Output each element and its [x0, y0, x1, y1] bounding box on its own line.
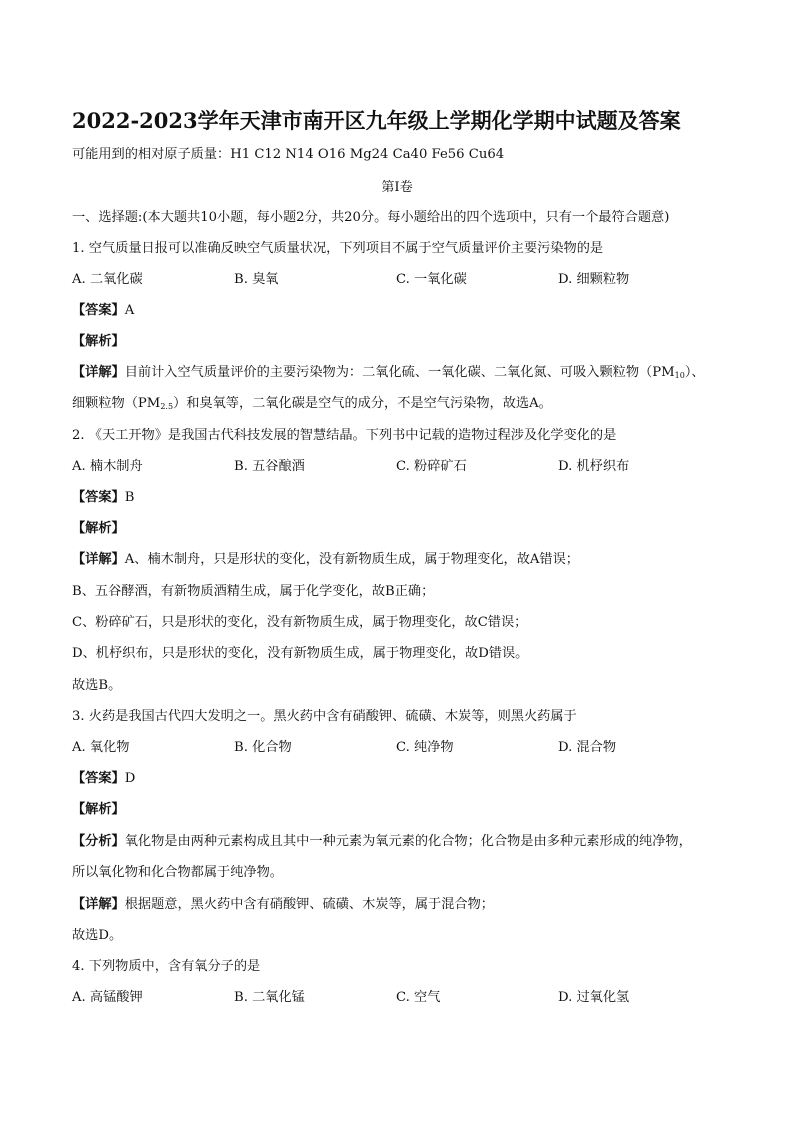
- q3-stem: 3. 火药是我国古代四大发明之一。黑火药中含有硝酸钾、硫磺、木炭等，则黑火药属于: [72, 709, 577, 724]
- document-title: 2022-2023学年天津市南开区九年级上学期化学期中试题及答案: [72, 108, 681, 133]
- atomic-mass-line: 可能用到的相对原子质量：H1 C12 N14 O16 Mg24 Ca40 Fe56 Cu64: [72, 147, 505, 162]
- q1-option-c: C. 一氧化碳: [396, 272, 467, 287]
- q2-detail-line-2: B、五谷酵酒，有新物质酒精生成，属于化学变化，故B正确；: [72, 584, 435, 599]
- pm10-subscript: 10: [674, 371, 685, 380]
- answer-tag: 【答案】: [72, 490, 125, 505]
- q3-analysis: [72, 803, 125, 816]
- q1-option-b: B. 臭氧: [234, 272, 279, 287]
- q3-fenxi-text-1: 氧化物是由两种元素构成且其中一种元素为氧元素的化合物；化合物是由多种元素形成的纯净物，: [124, 834, 692, 849]
- q3-conclusion: 故选D。: [72, 928, 123, 943]
- q2-option-a: A. 楠木制舟: [72, 459, 143, 474]
- q3-fenxi-line-1: [72, 835, 692, 848]
- detail-tag: 【详解】: [72, 552, 125, 567]
- q2-detail-line-4: D、机杼织布，只是形状的变化，没有新物质生成，属于物理变化，故D错误。: [72, 646, 529, 661]
- q1-detail-text-1: 目前计入空气质量评价的主要污染物为：二氧化硫、一氧化碳、二氧化氮、可吸入颗粒物（PM: [124, 365, 675, 380]
- pm25-subscript: 2.5: [160, 402, 174, 411]
- q3-fenxi-line-2: 所以氧化物和化合物都属于纯净物。: [72, 865, 283, 880]
- q2-detail-line-3: C、粉碎矿石，只是形状的变化，没有新物质生成，属于物理变化，故C错误；: [72, 615, 528, 630]
- q2-option-b: B. 五谷酿酒: [234, 459, 305, 474]
- q1-analysis: [72, 335, 125, 348]
- detail-tag: 【详解】: [72, 897, 125, 912]
- q2-option-c: C. 粉碎矿石: [396, 459, 467, 474]
- q3-detail-text: 根据题意，黑火药中含有硝酸钾、硫磺、木炭等，属于混合物；: [124, 897, 494, 912]
- q3-option-a: A. 氧化物: [72, 740, 130, 755]
- q2-answer-value: B: [124, 490, 135, 505]
- q2-answer: [72, 491, 134, 504]
- q3-answer-value: D: [124, 771, 136, 786]
- volume-heading: 第Ⅰ卷: [381, 180, 413, 195]
- q4-option-a: A. 高锰酸钾: [72, 990, 143, 1005]
- q1-stem: 1. 空气质量日报可以准确反映空气质量状况，下列项目不属于空气质量评价主要污染物的是: [72, 241, 604, 256]
- detail-tag: 【详解】: [72, 365, 125, 380]
- q2-detail-line-1: [72, 553, 579, 566]
- q3-answer: [72, 772, 135, 785]
- q1-detail-line-1: [72, 366, 705, 379]
- q1-detail-text-2-end: ）和臭氧等，二氧化碳是空气的成分，不是空气污染物，故选A。: [173, 396, 552, 411]
- q1-option-d: D. 细颗粒物: [558, 272, 630, 287]
- q1-detail-text-1-end: ）、: [684, 365, 705, 380]
- q4-option-d: D. 过氧化氢: [558, 990, 630, 1005]
- q2-option-d: D. 机杼织布: [558, 459, 630, 474]
- q4-option-b: B. 二氧化锰: [234, 990, 305, 1005]
- q3-option-b: B. 化合物: [234, 740, 292, 755]
- q3-option-c: C. 纯净物: [396, 740, 454, 755]
- fenxi-tag: 【分析】: [72, 834, 125, 849]
- q4-stem: 4. 下列物质中，含有氧分子的是: [72, 959, 261, 974]
- answer-tag: 【答案】: [72, 303, 125, 318]
- q1-answer-value: A: [124, 303, 135, 318]
- q2-analysis: [72, 522, 125, 535]
- answer-tag: 【答案】: [72, 771, 125, 786]
- q1-option-a: A. 二氧化碳: [72, 272, 143, 287]
- q2-stem: 2. 《天工开物》是我国古代科技发展的智慧结晶。下列书中记载的造物过程涉及化学变化的是: [72, 428, 617, 443]
- analysis-tag: 【解析】: [72, 802, 125, 817]
- q4-option-c: C. 空气: [396, 990, 441, 1005]
- q2-conclusion: 故选B。: [72, 678, 122, 693]
- analysis-tag: 【解析】: [72, 521, 125, 536]
- q3-detail-line: [72, 898, 494, 911]
- q1-detail-line-2: [72, 397, 552, 410]
- q1-answer: [72, 304, 134, 317]
- q3-option-d: D. 混合物: [558, 740, 617, 755]
- q1-detail-text-2: 细颗粒物（PM: [72, 396, 161, 411]
- analysis-tag: 【解析】: [72, 334, 125, 349]
- q2-detail-text-1: A、楠木制舟，只是形状的变化，没有新物质生成，属于物理变化，故A错误；: [124, 552, 579, 567]
- section-heading: 一、选择题:(本大题共10小题，每小题2分，共20分。每小题给出的四个选项中，只有一个最符合题意): [72, 210, 670, 225]
